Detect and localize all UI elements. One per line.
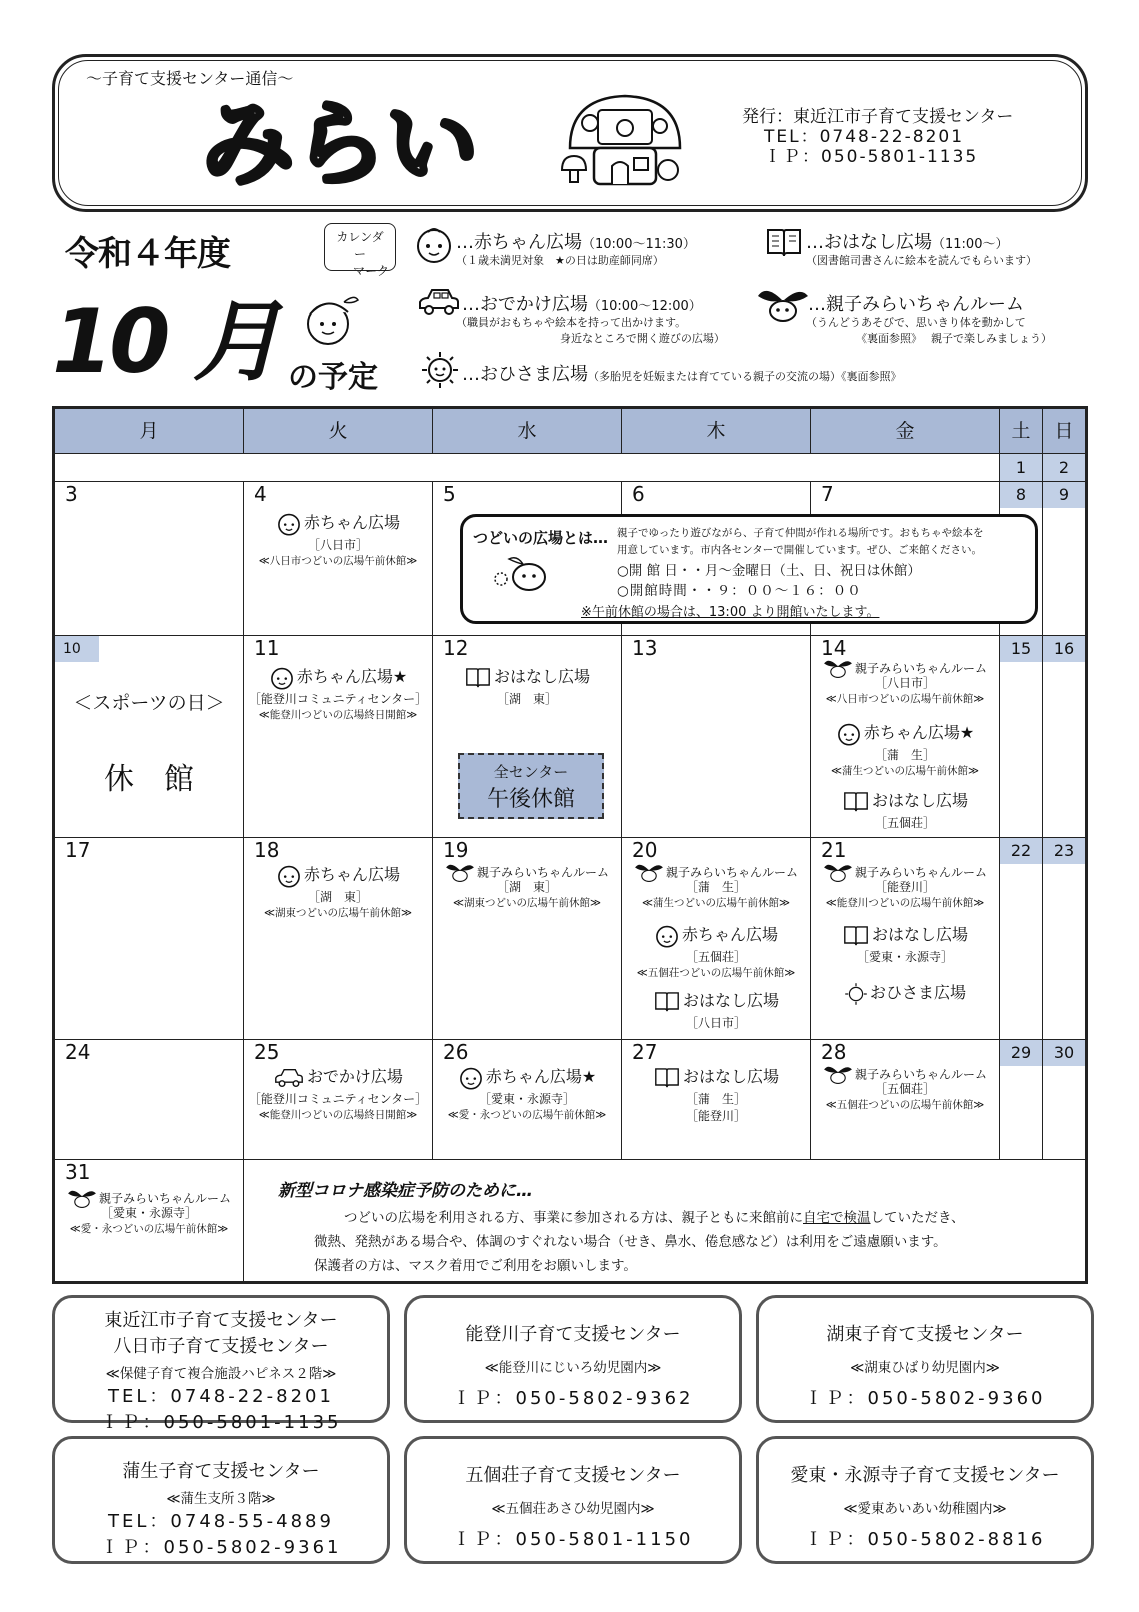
- calendar-cell-13: [622, 636, 811, 838]
- event-oyako: [55, 1186, 243, 1236]
- legend-ohanashi-title: …おはなし広場: [806, 232, 932, 253]
- calendar-cell-10: [55, 636, 244, 838]
- tsudoi-desc2: 用意しています。市内各センターで開催しています。ぜひ、ご来館ください。: [617, 544, 982, 556]
- event-location: ［蒲 生］: [874, 747, 935, 762]
- center-location: ≪能登川にじいろ幼児園内≫: [484, 1360, 662, 1376]
- event-oyako: [811, 656, 999, 706]
- center-ip: ＩＰ：050-5802-9362: [452, 1388, 694, 1409]
- calendar-cell-9: [1043, 482, 1085, 636]
- legend-mark-line2: マーク: [352, 264, 389, 278]
- event-akachan: [244, 664, 432, 722]
- calendar-cell-27: [622, 1040, 811, 1160]
- fiscal-year: 令和４年度: [65, 234, 230, 274]
- car-icon: [273, 1066, 305, 1090]
- event-location: ［湖 東］: [307, 889, 368, 904]
- sprout-mascot-icon: [823, 1062, 853, 1086]
- day-number: 19: [443, 838, 469, 862]
- event-title: 赤ちゃん広場★: [485, 1067, 597, 1086]
- event-location: ［能登川］: [874, 880, 935, 894]
- legend-ohanashi: [806, 228, 1008, 254]
- day-number: 14: [821, 636, 847, 660]
- mascot-with-rattle-icon: [493, 551, 553, 595]
- legend-oyako-title: …親子みらいちゃんルーム: [808, 294, 1024, 315]
- day-number: 21: [821, 838, 847, 862]
- event-title: おひさま広場: [869, 983, 966, 1002]
- closed-box-line1: 全センター: [493, 763, 569, 781]
- event-location: ［湖 東］: [496, 880, 557, 894]
- center-ip: ＩＰ：050-5801-1135: [100, 1412, 342, 1433]
- event-title: おでかけ広場: [307, 1067, 403, 1086]
- day-number: 28: [821, 1040, 847, 1064]
- calendar-cell-31: [55, 1160, 244, 1281]
- event-note: ≪蒲生つどいの広場午前休館≫: [642, 897, 790, 909]
- month-title-suffix: の予定: [288, 360, 378, 395]
- event-title: おはなし広場: [871, 791, 968, 810]
- calendar-day-1: 1: [1000, 454, 1043, 482]
- covid-line1-c: していただき、: [870, 1210, 965, 1226]
- center-name: 湖東子育て支援センター: [826, 1324, 1024, 1345]
- day-number: 4: [254, 482, 267, 506]
- event-note: ≪能登川つどいの広場終日開館≫: [258, 1108, 418, 1121]
- event-ohanashi: [811, 788, 999, 831]
- covid-heading: 新型コロナ感染症予防のために…: [278, 1181, 533, 1201]
- calendar-cell-21: [811, 838, 1000, 1040]
- event-title: 赤ちゃん広場★: [863, 723, 975, 742]
- day-number: 24: [65, 1040, 91, 1064]
- day-number: 31: [65, 1160, 91, 1184]
- day-number: 3: [65, 482, 78, 506]
- calendar-cell-18: [244, 838, 433, 1040]
- day-number: 10: [55, 636, 99, 662]
- calendar-cell-29: [1000, 1040, 1043, 1160]
- event-location: ［八日市］: [874, 676, 935, 690]
- calendar-cell-28: [811, 1040, 1000, 1160]
- center-name: 五個荘子育て支援センター: [465, 1465, 681, 1486]
- event-oyako: [811, 1062, 999, 1112]
- legend-ohanashi-time: （11:00～）: [932, 237, 1009, 252]
- closed-label: 休 館: [104, 762, 194, 797]
- day-number: 26: [443, 1040, 469, 1064]
- day-number: 15: [1000, 636, 1042, 662]
- event-note: ≪八日市つどいの広場午前休館≫: [825, 693, 985, 705]
- event-location: ［愛東・永源寺］: [856, 949, 953, 964]
- day-number: 20: [632, 838, 658, 862]
- day-number: 17: [65, 838, 91, 862]
- event-note: ≪能登川つどいの広場終日開館≫: [258, 708, 418, 721]
- calendar-cell-26: [433, 1040, 622, 1160]
- event-note: ≪湖東つどいの広場午前休館≫: [453, 897, 601, 909]
- legend-odekake-note1: （職員がおもちゃや絵本を持って出かけます。: [456, 316, 687, 329]
- event-ohanashi: [622, 1064, 810, 1124]
- calendar-cell-30: [1043, 1040, 1085, 1160]
- tsudoi-info-box: [460, 514, 1038, 624]
- baby-face-icon: [269, 666, 295, 690]
- event-location: ［愛東・永源寺］: [100, 1206, 197, 1220]
- baby-face-icon: [458, 1066, 484, 1090]
- event-title: おはなし広場: [682, 991, 779, 1010]
- event-location: ［能登川コミュニティセンター］: [248, 1091, 428, 1106]
- center-ip: ＩＰ：050-5802-9360: [804, 1388, 1046, 1409]
- legend-odekake-note2: 身近なところで開く遊びの広場）: [560, 332, 725, 345]
- event-title: 赤ちゃん広場★: [296, 667, 408, 686]
- event-note: ≪愛・永つどいの広場午前休館≫: [69, 1223, 229, 1235]
- day-number: 18: [254, 838, 280, 862]
- baby-face-icon: [276, 864, 302, 888]
- event-note: ≪五個荘つどいの広場午前休館≫: [825, 1099, 985, 1111]
- event-title: おはなし広場: [871, 925, 968, 944]
- covid-line3: 保護者の方は、マスク着用でご利用をお願いします。: [314, 1258, 637, 1274]
- mushroom-house-illustration: [560, 88, 690, 198]
- weekday-header-wed: 水: [433, 409, 622, 454]
- calendar-cell-16: [1043, 636, 1085, 838]
- legend-ohisama-note: （多胎児を妊娠または育てている親子の交流の場）《裏面参照》: [588, 370, 902, 383]
- calendar-cell-4: [244, 482, 433, 636]
- event-akachan: [622, 922, 810, 980]
- calendar-cell-19: [433, 838, 622, 1040]
- event-oyako: [622, 860, 810, 910]
- event-note: ≪能登川つどいの広場午前休館≫: [825, 897, 985, 909]
- weekday-header-mon: 月: [55, 409, 244, 454]
- event-location: ［蒲 生］: [685, 880, 746, 894]
- tsudoi-open-hours: ○開館時間・・９：００～１６：００: [617, 583, 862, 599]
- weekday-header-thu: 木: [622, 409, 811, 454]
- calendar-cell-14: [811, 636, 1000, 838]
- calendar-cell-23: [1043, 838, 1085, 1040]
- center-ip: ＩＰ：050-5802-9361: [100, 1537, 342, 1558]
- open-book-icon: [842, 790, 870, 814]
- day-number: 12: [443, 636, 469, 660]
- tsudoi-open-days: ○開 館 日・・月～金曜日（土、日、祝日は休館）: [617, 563, 921, 579]
- open-book-icon: [464, 666, 492, 690]
- event-location: ［湖 東］: [496, 691, 557, 706]
- event-location: ［五個荘］: [874, 1082, 935, 1096]
- center-card-gokasho: [404, 1436, 742, 1564]
- event-akachan: [433, 1064, 621, 1122]
- event-title: おはなし広場: [493, 667, 590, 686]
- legend-ohisama-title: …おひさま広場: [462, 364, 588, 385]
- center-location: ≪五個荘あさひ幼児園内≫: [491, 1501, 655, 1517]
- tsudoi-desc1: 親子でゆったり遊びながら、子育て仲間が作れる場所です。おもちゃや絵本を: [617, 527, 984, 539]
- center-location: ≪蒲生支所３階≫: [166, 1491, 276, 1507]
- center-location: ≪保健子育て複合施設ハピネス２階≫: [105, 1366, 337, 1382]
- event-ohanashi: [811, 922, 999, 965]
- calendar-cell-25: [244, 1040, 433, 1160]
- event-oyako: [433, 860, 621, 910]
- center-card-gamo: [52, 1436, 390, 1564]
- center-card-higashiomi: [52, 1295, 390, 1433]
- open-book-icon: [842, 924, 870, 948]
- day-number: 25: [254, 1040, 280, 1064]
- center-name: 愛東・永源寺子育て支援センター: [790, 1465, 1060, 1486]
- calendar-cell-17: [55, 838, 244, 1040]
- event-title: おはなし広場: [682, 1067, 779, 1086]
- event-title: 赤ちゃん広場: [303, 865, 400, 884]
- sprout-mascot-icon: [445, 860, 475, 884]
- event-location: ［五個荘］: [874, 815, 935, 830]
- day-number: 22: [1000, 838, 1042, 864]
- event-note: ≪湖東つどいの広場午前休館≫: [264, 906, 412, 919]
- event-note: ≪八日市つどいの広場午前休館≫: [258, 554, 418, 567]
- day-number: 30: [1043, 1040, 1085, 1066]
- legend-mark-line1: カレンダー: [336, 230, 384, 261]
- holiday-name: ＜スポーツの日＞: [73, 692, 225, 714]
- sprout-mascot-icon: [823, 656, 853, 680]
- publisher-ip: ＩＰ：050-5801-1135: [764, 147, 979, 167]
- covid-line1-a: つどいの広場を利用される方、事業に参加される方は、親子ともに来館前に: [344, 1210, 803, 1226]
- legend-odekake-time: （10:00～12:00）: [587, 299, 702, 314]
- weekday-header-sun: 日: [1043, 409, 1085, 454]
- day-number: 11: [254, 636, 280, 660]
- calendar-empty-row: [55, 454, 1000, 482]
- day-number: 9: [1043, 482, 1085, 508]
- event-location: ［五個荘］: [685, 949, 746, 964]
- event-note: ≪蒲生つどいの広場午前休館≫: [831, 764, 979, 777]
- closed-box-line2: 午後休館: [486, 787, 575, 812]
- center-location: ≪湖東ひばり幼児園内≫: [850, 1360, 1000, 1376]
- sprout-mascot-icon: [634, 860, 664, 884]
- event-location: ［八日市］: [685, 1015, 746, 1030]
- event-akachan: [244, 510, 432, 568]
- event-akachan: [811, 720, 999, 778]
- baby-face-icon: [654, 924, 680, 948]
- month-title: 10 月: [52, 290, 278, 393]
- center-name: 蒲生子育て支援センター: [122, 1461, 320, 1482]
- baby-face-icon: [414, 226, 454, 264]
- open-book-icon: [653, 990, 681, 1014]
- mascot-illustration: [300, 290, 360, 350]
- center-name-2: 八日市子育て支援センター: [113, 1336, 329, 1357]
- legend-odekake-title: …おでかけ広場: [462, 294, 588, 315]
- center-location: ≪愛東あいあい幼稚園内≫: [843, 1501, 1007, 1517]
- day-number: 8: [1000, 482, 1042, 508]
- open-book-icon: [653, 1066, 681, 1090]
- day-number: 29: [1000, 1040, 1042, 1066]
- day-number: 13: [632, 636, 658, 660]
- event-odekake: [244, 1064, 432, 1122]
- event-title: 親子みらいちゃんルーム: [854, 661, 987, 676]
- sprout-mascot-icon: [67, 1186, 97, 1210]
- event-title: 赤ちゃん広場: [303, 513, 400, 532]
- calendar-cell-20: [622, 838, 811, 1040]
- open-book-icon: [764, 226, 804, 260]
- covid-line1: [344, 1206, 964, 1226]
- center-tel: TEL：0748-22-8201: [108, 1386, 334, 1407]
- weekday-header-sat: 土: [1000, 409, 1043, 454]
- calendar-cell-22: [1000, 838, 1043, 1040]
- legend-oyako-note1: （うんどうあそびで、思いきり体を動かして: [806, 316, 1026, 329]
- center-ip: ＩＰ：050-5801-1150: [452, 1529, 694, 1550]
- tsudoi-note: ※午前休館の場合は、13:00 より開館いたします。: [581, 605, 880, 620]
- legend-akachan: [456, 228, 696, 254]
- event-location: ［能登川コミュニティセンター］: [248, 691, 428, 706]
- event-ohisama: [811, 980, 999, 1006]
- calendar-cell-11: [244, 636, 433, 838]
- baby-face-icon: [276, 512, 302, 536]
- event-akachan: [244, 862, 432, 920]
- event-ohanashi: [433, 664, 621, 707]
- center-card-aito-eigenji: [756, 1436, 1094, 1564]
- event-title: 赤ちゃん広場: [681, 925, 778, 944]
- legend-ohanashi-note: （図書館司書さんに絵本を読んでもらいます）: [806, 254, 1037, 267]
- logo-text: みらい: [202, 92, 479, 192]
- event-note: ≪愛・永つどいの広場午前休館≫: [447, 1108, 607, 1121]
- calendar-cell-3: [55, 482, 244, 636]
- day-number: 27: [632, 1040, 658, 1064]
- center-tel: TEL：0748-55-4889: [108, 1511, 334, 1532]
- afternoon-closed-box: [458, 753, 604, 819]
- day-number: 5: [443, 482, 456, 506]
- tsudoi-heading: つどいの広場とは…: [473, 529, 609, 547]
- day-number: 6: [632, 482, 645, 506]
- legend-akachan-note: （１歳未満児対象 ★の日は助産師同席）: [456, 254, 664, 267]
- day-number: 16: [1043, 636, 1085, 662]
- center-name: 能登川子育て支援センター: [465, 1324, 681, 1345]
- event-location: ［蒲 生］: [685, 1091, 746, 1106]
- sprout-mascot-icon: [823, 860, 853, 884]
- newsletter-subtitle: ～子育て支援センター通信～: [86, 69, 294, 88]
- publisher-name: 発行：東近江市子育て支援センター: [742, 107, 1014, 127]
- covid-notice: [244, 1160, 1085, 1281]
- covid-line1-emphasis: 自宅で検温: [803, 1210, 871, 1226]
- event-note: ≪五個荘つどいの広場午前休館≫: [636, 966, 796, 979]
- event-ohanashi: [622, 988, 810, 1031]
- legend-ohisama: [462, 360, 902, 386]
- legend-oyako-note2: 《裏面参照》 親子で楽しみましょう）: [856, 332, 1052, 345]
- center-name: 東近江市子育て支援センター: [104, 1310, 338, 1331]
- event-oyako: [811, 860, 999, 910]
- event-location-2: ［能登川］: [685, 1108, 746, 1123]
- legend-akachan-title: …赤ちゃん広場: [456, 232, 582, 253]
- event-title: 親子みらいちゃんルーム: [476, 865, 609, 880]
- calendar-cell-15: [1000, 636, 1043, 838]
- legend-odekake: [462, 290, 702, 316]
- calendar-cell-24: [55, 1040, 244, 1160]
- sun-icon: [844, 982, 868, 1006]
- mirai-logo: [198, 92, 498, 192]
- sprout-mascot-icon: [756, 284, 810, 324]
- center-ip: ＩＰ：050-5802-8816: [804, 1529, 1046, 1550]
- weekday-header-fri: 金: [811, 409, 1000, 454]
- center-card-koto: [756, 1295, 1094, 1423]
- publisher-tel: TEL：0748-22-8201: [764, 127, 965, 147]
- center-card-notogawa: [404, 1295, 742, 1423]
- event-title: 親子みらいちゃんルーム: [665, 865, 798, 880]
- publisher-info: [742, 107, 1013, 167]
- sun-icon: [420, 350, 460, 390]
- event-title: 親子みらいちゃんルーム: [854, 1067, 987, 1082]
- covid-line2: 微熱、発熱がある場合や、体調のすぐれない場合（せき、鼻水、倦怠感など）は利用をご遠慮願います。: [314, 1234, 947, 1250]
- weekday-header-tue: 火: [244, 409, 433, 454]
- day-number: 23: [1043, 838, 1085, 864]
- event-location: ［愛東・永源寺］: [478, 1091, 575, 1106]
- day-number: 7: [821, 482, 834, 506]
- event-location: ［八日市］: [307, 537, 368, 552]
- legend-calendar-mark: [324, 223, 396, 278]
- baby-face-icon: [836, 722, 862, 746]
- event-title: 親子みらいちゃんルーム: [98, 1191, 231, 1206]
- calendar-day-2: 2: [1043, 454, 1085, 482]
- legend-akachan-time: （10:00～11:30）: [582, 237, 696, 252]
- event-title: 親子みらいちゃんルーム: [854, 865, 987, 880]
